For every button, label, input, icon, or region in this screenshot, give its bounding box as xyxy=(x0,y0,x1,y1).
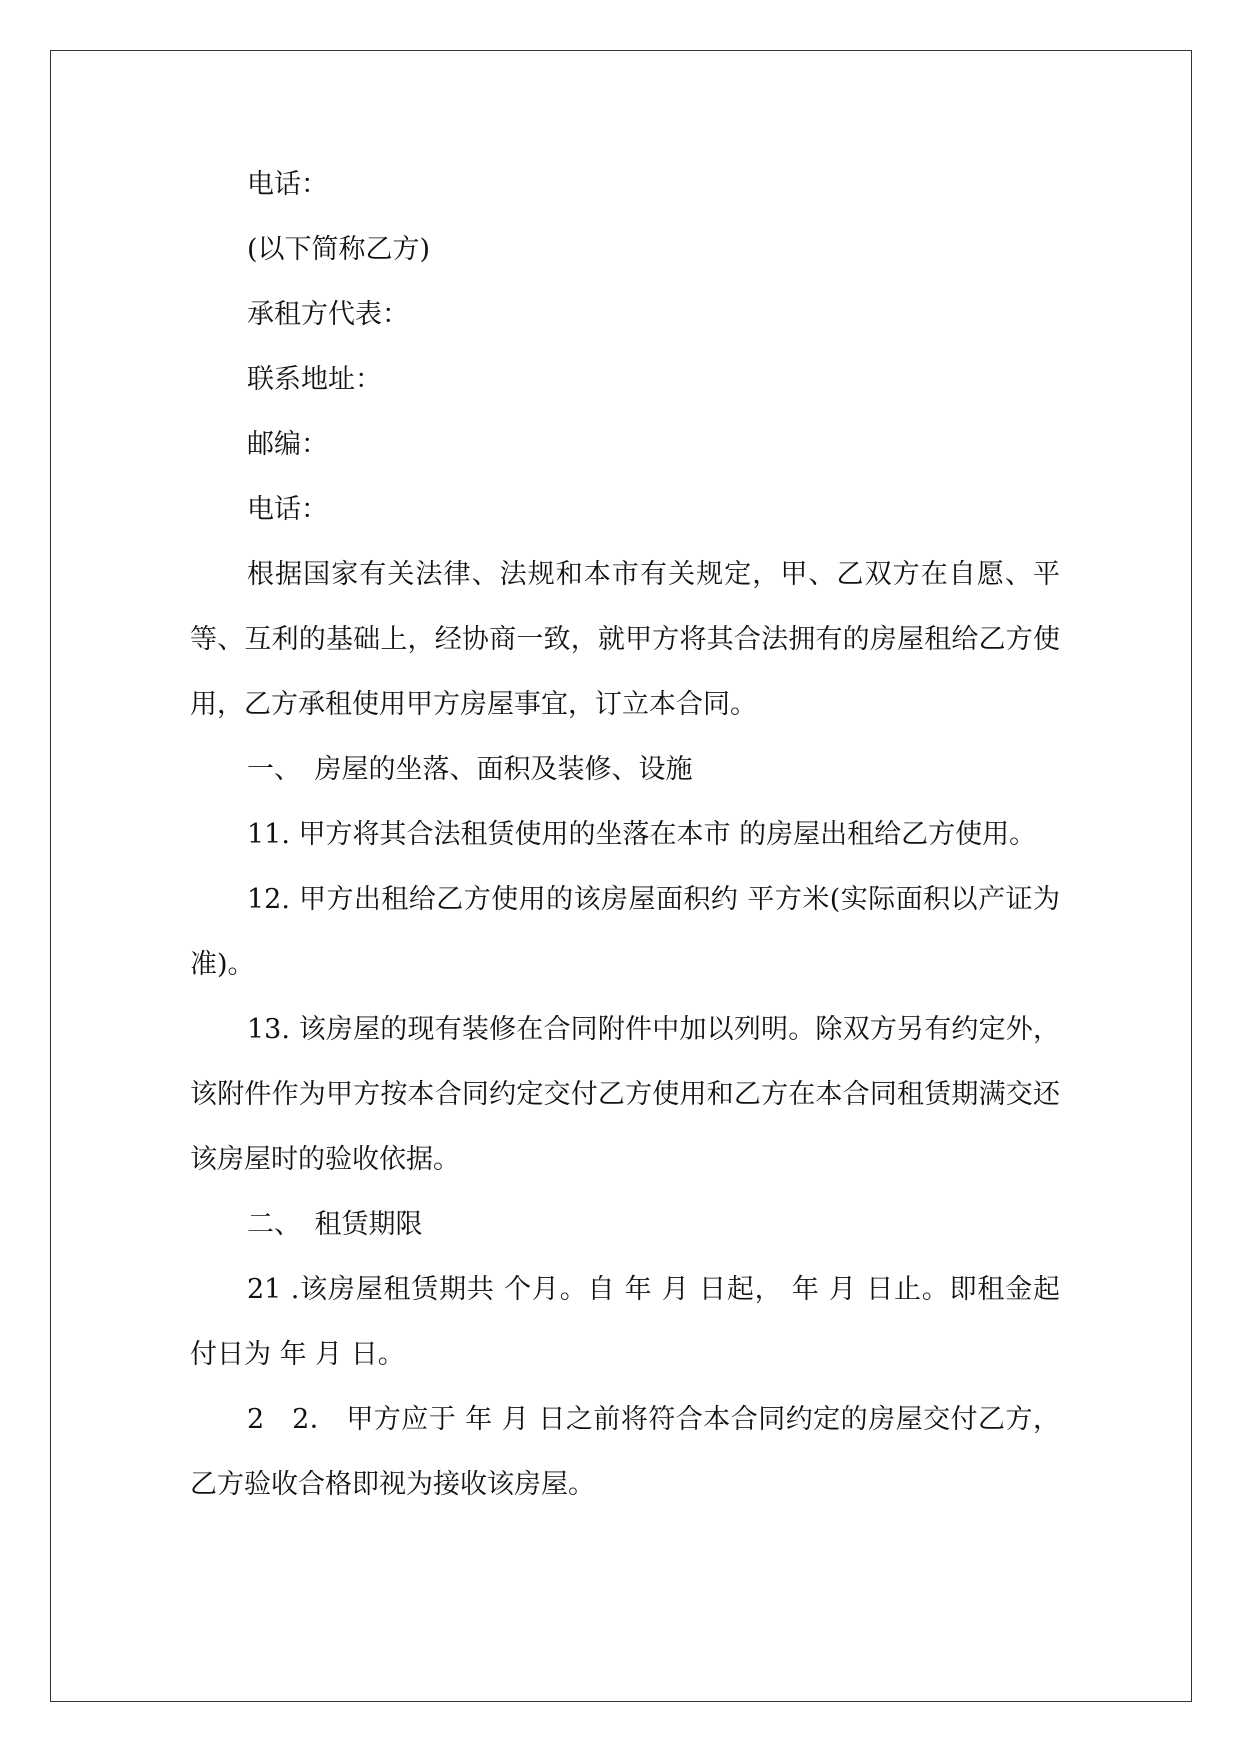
section-1-heading: 一、 房屋的坐落、面积及装修、设施 xyxy=(247,754,693,785)
clause-1-2: 12. 甲方出租给乙方使用的该房屋面积约 平方米(实际面积以产证为准)。 xyxy=(190,884,1060,980)
postal-code-label: 邮编： xyxy=(247,429,328,460)
clause-1-1: 11. 甲方将其合法租赁使用的坐落在本市 的房屋出租给乙方使用。 xyxy=(247,819,1037,850)
clause-1-3: 13. 该房屋的现有装修在合同附件中加以列明。除双方另有约定外，该附件作为甲方按本合同约定交付乙方使用和乙方在本合同租赁期满交还该房屋时的验收依据。 xyxy=(190,1014,1060,1175)
party-b-abbreviation: (以下简称乙方) xyxy=(247,234,431,265)
section-2-heading: 二、 租赁期限 xyxy=(247,1209,423,1240)
clause-2-1: 21 .该房屋租赁期共 个月。自 年 月 日起， 年 月 日止。即租金起付日为 年 月 日。 xyxy=(190,1274,1060,1370)
phone-label: 电话： xyxy=(247,169,328,200)
lessee-representative-label: 承租方代表： xyxy=(247,299,409,330)
contact-address-label: 联系地址： xyxy=(247,364,382,395)
preamble-paragraph: 根据国家有关法律、法规和本市有关规定，甲、乙双方在自愿、平等、互利的基础上，经协商一致，就甲方将其合法拥有的房屋租给乙方使用，乙方承租使用甲方房屋事宜，订立本合同。 xyxy=(190,559,1060,720)
clause-2-2: 2 2． 甲方应于 年 月 日之前将符合本合同约定的房屋交付乙方，乙方验收合格即视为接收该房屋。 xyxy=(190,1404,1060,1500)
phone-label-2: 电话： xyxy=(247,494,328,525)
document-body xyxy=(190,152,1060,1517)
